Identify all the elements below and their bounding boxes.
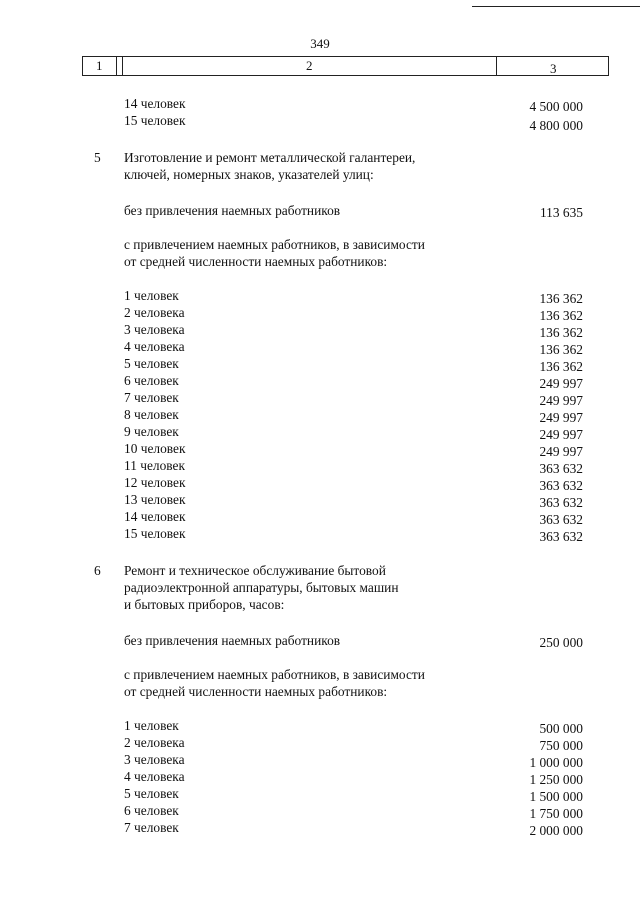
table-header [82, 56, 609, 76]
line-label: Ремонт и техническое обслуживание бытовой [124, 563, 386, 578]
top-rule [472, 6, 640, 7]
line-value: 250 000 [539, 635, 583, 650]
line-label: с привлечением наемных работников, в зависимости [124, 237, 425, 252]
header-col-2: 2 [306, 58, 313, 73]
line-value: 136 362 [539, 359, 583, 374]
line-label: 4 человека [124, 769, 185, 784]
line-label: 4 человека [124, 339, 185, 354]
line-value: 249 997 [539, 444, 583, 459]
line-label: 8 человек [124, 407, 179, 422]
line-value: 4 500 000 [529, 99, 583, 114]
line-label: 3 человека [124, 322, 185, 337]
line-label: 12 человек [124, 475, 186, 490]
line-label: от средней численности наемных работников: [124, 684, 388, 699]
line-value: 136 362 [539, 308, 583, 323]
line-label: от средней численности наемных работников: [124, 254, 388, 269]
line-value: 1 250 000 [529, 772, 583, 787]
line-label: 14 человек [124, 509, 186, 524]
item-number: 5 [94, 150, 101, 165]
line-label: 2 человека [124, 305, 185, 320]
header-divider [608, 57, 609, 75]
line-value: 2 000 000 [529, 823, 583, 838]
line-value: 136 362 [539, 342, 583, 357]
line-value: 363 632 [539, 495, 583, 510]
header-col-1: 1 [96, 58, 103, 73]
header-divider [116, 57, 117, 75]
header-divider [82, 57, 83, 75]
line-value: 363 632 [539, 478, 583, 493]
header-divider [496, 57, 497, 75]
line-label: 15 человек [124, 113, 186, 128]
line-value: 113 635 [539, 205, 583, 220]
line-label: и бытовых приборов, часов: [124, 597, 285, 612]
line-value: 249 997 [539, 393, 583, 408]
header-divider [122, 57, 123, 75]
line-label: 2 человека [124, 735, 185, 750]
line-label: 15 человек [124, 526, 186, 541]
line-value: 1 500 000 [529, 789, 583, 804]
line-label: 13 человек [124, 492, 186, 507]
line-value: 363 632 [539, 461, 583, 476]
line-label: 3 человека [124, 752, 185, 767]
line-label: 9 человек [124, 424, 179, 439]
line-value: 136 362 [539, 325, 583, 340]
line-value: 4 800 000 [529, 118, 583, 133]
line-label: с привлечением наемных работников, в зависимости [124, 667, 425, 682]
line-label: 6 человек [124, 373, 179, 388]
line-label: 7 человек [124, 390, 179, 405]
line-label: 10 человек [124, 441, 186, 456]
header-col-3: 3 [550, 61, 557, 76]
line-value: 500 000 [539, 721, 583, 736]
line-value: 363 632 [539, 512, 583, 527]
line-value: 750 000 [539, 738, 583, 753]
line-label: 7 человек [124, 820, 179, 835]
line-value: 249 997 [539, 427, 583, 442]
item-number: 6 [94, 563, 101, 578]
line-label: 11 человек [124, 458, 185, 473]
line-value: 1 750 000 [529, 806, 583, 821]
line-value: 363 632 [539, 529, 583, 544]
line-label: радиоэлектронной аппаратуры, бытовых машин [124, 580, 399, 595]
page-number: 349 [310, 36, 330, 51]
line-value: 1 000 000 [529, 755, 583, 770]
line-label: 6 человек [124, 803, 179, 818]
line-value: 249 997 [539, 376, 583, 391]
line-label: 5 человек [124, 356, 179, 371]
line-label: 1 человек [124, 718, 179, 733]
line-label: без привлечения наемных работников [124, 203, 341, 218]
line-label: 14 человек [124, 96, 186, 111]
line-value: 136 362 [539, 291, 583, 306]
line-label: ключей, номерных знаков, указателей улиц: [124, 167, 374, 182]
line-label: без привлечения наемных работников [124, 633, 341, 648]
line-value: 249 997 [539, 410, 583, 425]
line-label: 5 человек [124, 786, 179, 801]
line-label: Изготовление и ремонт металлической галантереи, [124, 150, 416, 165]
line-label: 1 человек [124, 288, 179, 303]
